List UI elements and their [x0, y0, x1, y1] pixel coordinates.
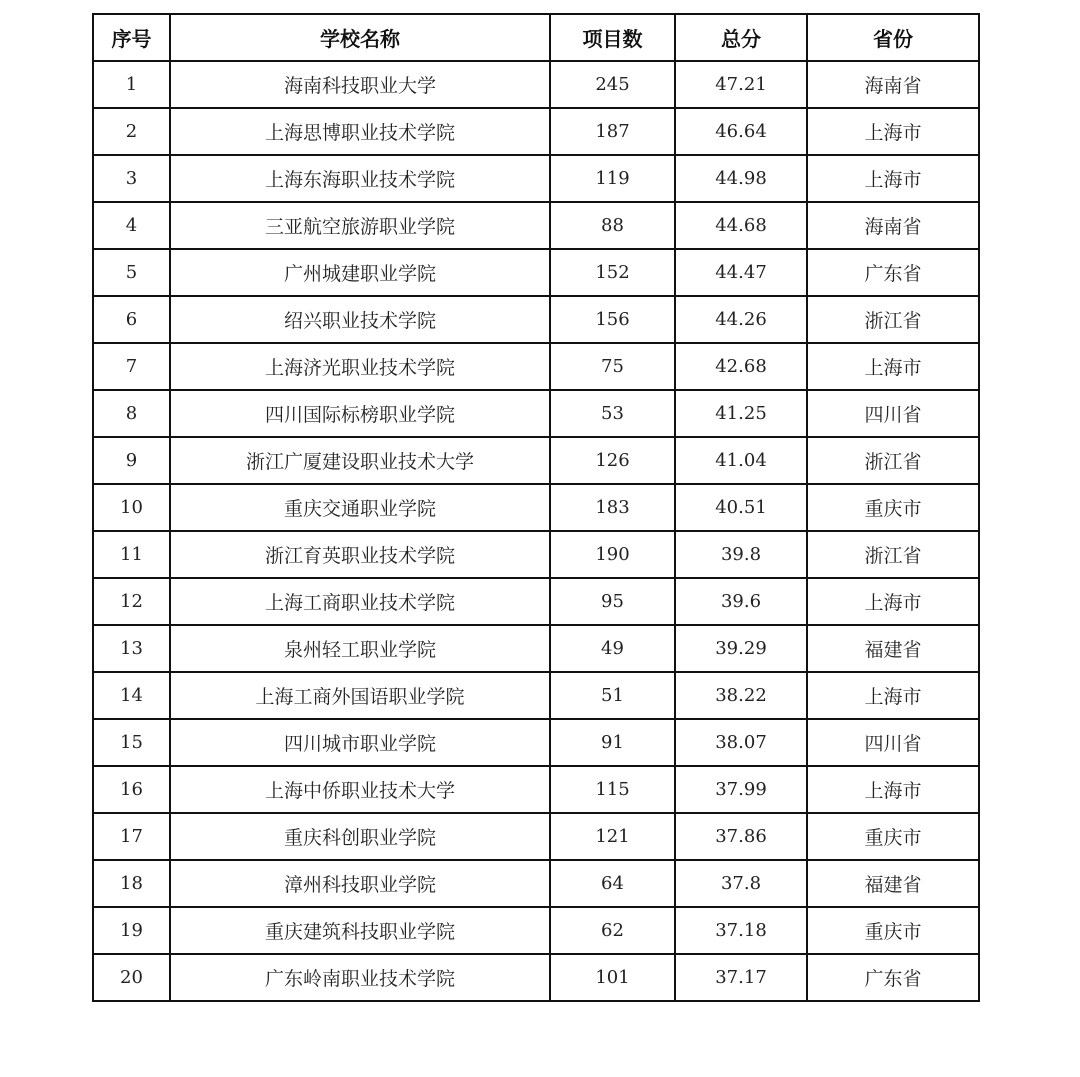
- cell-school-name: 上海工商职业技术学院: [170, 578, 550, 625]
- cell-project-count: 152: [550, 249, 675, 296]
- cell-rank: 2: [93, 108, 170, 155]
- cell-province: 重庆市: [807, 484, 979, 531]
- cell-province: 浙江省: [807, 531, 979, 578]
- table-row: [93, 766, 979, 813]
- cell-school-name: 绍兴职业技术学院: [170, 296, 550, 343]
- cell-school-name: 四川国际标榜职业学院: [170, 390, 550, 437]
- header-project-count: 项目数: [550, 14, 675, 61]
- cell-province: 广东省: [807, 249, 979, 296]
- table-row: [93, 155, 979, 202]
- table-row: [93, 719, 979, 766]
- cell-project-count: 95: [550, 578, 675, 625]
- cell-province: 浙江省: [807, 296, 979, 343]
- cell-total-score: 39.8: [675, 531, 807, 578]
- cell-school-name: 重庆交通职业学院: [170, 484, 550, 531]
- cell-province: 海南省: [807, 202, 979, 249]
- cell-rank: 8: [93, 390, 170, 437]
- table-row: [93, 249, 979, 296]
- cell-province: 重庆市: [807, 813, 979, 860]
- cell-province: 上海市: [807, 766, 979, 813]
- header-total-score: 总分: [675, 14, 807, 61]
- cell-province: 上海市: [807, 155, 979, 202]
- cell-project-count: 245: [550, 61, 675, 108]
- table-body: [93, 61, 979, 1001]
- cell-rank: 7: [93, 343, 170, 390]
- table-row: [93, 61, 979, 108]
- cell-school-name: 四川城市职业学院: [170, 719, 550, 766]
- cell-project-count: 187: [550, 108, 675, 155]
- cell-school-name: 上海济光职业技术学院: [170, 343, 550, 390]
- cell-rank: 13: [93, 625, 170, 672]
- cell-total-score: 42.68: [675, 343, 807, 390]
- cell-project-count: 190: [550, 531, 675, 578]
- table-row: [93, 343, 979, 390]
- cell-project-count: 121: [550, 813, 675, 860]
- cell-school-name: 上海工商外国语职业学院: [170, 672, 550, 719]
- cell-rank: 1: [93, 61, 170, 108]
- cell-province: 广东省: [807, 954, 979, 1001]
- table-row: [93, 108, 979, 155]
- cell-total-score: 46.64: [675, 108, 807, 155]
- table-row: [93, 860, 979, 907]
- cell-rank: 10: [93, 484, 170, 531]
- cell-total-score: 37.17: [675, 954, 807, 1001]
- cell-total-score: 47.21: [675, 61, 807, 108]
- cell-project-count: 51: [550, 672, 675, 719]
- cell-project-count: 101: [550, 954, 675, 1001]
- cell-school-name: 重庆建筑科技职业学院: [170, 907, 550, 954]
- table-row: [93, 531, 979, 578]
- cell-province: 福建省: [807, 860, 979, 907]
- cell-school-name: 上海中侨职业技术大学: [170, 766, 550, 813]
- table-row: [93, 672, 979, 719]
- cell-total-score: 38.07: [675, 719, 807, 766]
- cell-province: 福建省: [807, 625, 979, 672]
- cell-school-name: 重庆科创职业学院: [170, 813, 550, 860]
- cell-rank: 9: [93, 437, 170, 484]
- cell-project-count: 115: [550, 766, 675, 813]
- header-school-name: 学校名称: [170, 14, 550, 61]
- cell-province: 上海市: [807, 578, 979, 625]
- cell-total-score: 40.51: [675, 484, 807, 531]
- cell-rank: 14: [93, 672, 170, 719]
- cell-total-score: 37.86: [675, 813, 807, 860]
- cell-rank: 17: [93, 813, 170, 860]
- cell-school-name: 广东岭南职业技术学院: [170, 954, 550, 1001]
- cell-total-score: 39.29: [675, 625, 807, 672]
- cell-rank: 18: [93, 860, 170, 907]
- ranking-table: [92, 13, 980, 1002]
- cell-total-score: 44.98: [675, 155, 807, 202]
- cell-rank: 15: [93, 719, 170, 766]
- cell-total-score: 41.04: [675, 437, 807, 484]
- cell-province: 上海市: [807, 108, 979, 155]
- header-province: 省份: [807, 14, 979, 61]
- cell-total-score: 44.26: [675, 296, 807, 343]
- cell-total-score: 37.18: [675, 907, 807, 954]
- table-row: [93, 625, 979, 672]
- cell-project-count: 64: [550, 860, 675, 907]
- cell-school-name: 上海思博职业技术学院: [170, 108, 550, 155]
- cell-rank: 6: [93, 296, 170, 343]
- table-header: [93, 14, 979, 61]
- cell-province: 浙江省: [807, 437, 979, 484]
- cell-school-name: 浙江育英职业技术学院: [170, 531, 550, 578]
- cell-total-score: 44.68: [675, 202, 807, 249]
- cell-project-count: 119: [550, 155, 675, 202]
- cell-project-count: 62: [550, 907, 675, 954]
- cell-rank: 12: [93, 578, 170, 625]
- cell-rank: 3: [93, 155, 170, 202]
- cell-project-count: 91: [550, 719, 675, 766]
- cell-rank: 19: [93, 907, 170, 954]
- cell-province: 四川省: [807, 719, 979, 766]
- table-row: [93, 954, 979, 1001]
- table-row: [93, 202, 979, 249]
- cell-total-score: 41.25: [675, 390, 807, 437]
- cell-province: 上海市: [807, 672, 979, 719]
- cell-rank: 4: [93, 202, 170, 249]
- table-row: [93, 578, 979, 625]
- cell-project-count: 126: [550, 437, 675, 484]
- header-rank: 序号: [93, 14, 170, 61]
- cell-school-name: 上海东海职业技术学院: [170, 155, 550, 202]
- cell-total-score: 39.6: [675, 578, 807, 625]
- header-row: [93, 14, 979, 61]
- cell-rank: 5: [93, 249, 170, 296]
- cell-total-score: 44.47: [675, 249, 807, 296]
- cell-school-name: 海南科技职业大学: [170, 61, 550, 108]
- cell-rank: 20: [93, 954, 170, 1001]
- cell-school-name: 泉州轻工职业学院: [170, 625, 550, 672]
- cell-school-name: 漳州科技职业学院: [170, 860, 550, 907]
- table-row: [93, 907, 979, 954]
- cell-total-score: 38.22: [675, 672, 807, 719]
- cell-school-name: 广州城建职业学院: [170, 249, 550, 296]
- cell-province: 海南省: [807, 61, 979, 108]
- cell-project-count: 156: [550, 296, 675, 343]
- cell-project-count: 75: [550, 343, 675, 390]
- cell-school-name: 三亚航空旅游职业学院: [170, 202, 550, 249]
- cell-project-count: 183: [550, 484, 675, 531]
- cell-province: 重庆市: [807, 907, 979, 954]
- cell-total-score: 37.8: [675, 860, 807, 907]
- table-row: [93, 296, 979, 343]
- table-row: [93, 813, 979, 860]
- cell-province: 四川省: [807, 390, 979, 437]
- cell-province: 上海市: [807, 343, 979, 390]
- cell-school-name: 浙江广厦建设职业技术大学: [170, 437, 550, 484]
- table-row: [93, 390, 979, 437]
- cell-total-score: 37.99: [675, 766, 807, 813]
- table-row: [93, 484, 979, 531]
- table-row: [93, 437, 979, 484]
- cell-project-count: 88: [550, 202, 675, 249]
- cell-project-count: 49: [550, 625, 675, 672]
- cell-project-count: 53: [550, 390, 675, 437]
- cell-rank: 16: [93, 766, 170, 813]
- cell-rank: 11: [93, 531, 170, 578]
